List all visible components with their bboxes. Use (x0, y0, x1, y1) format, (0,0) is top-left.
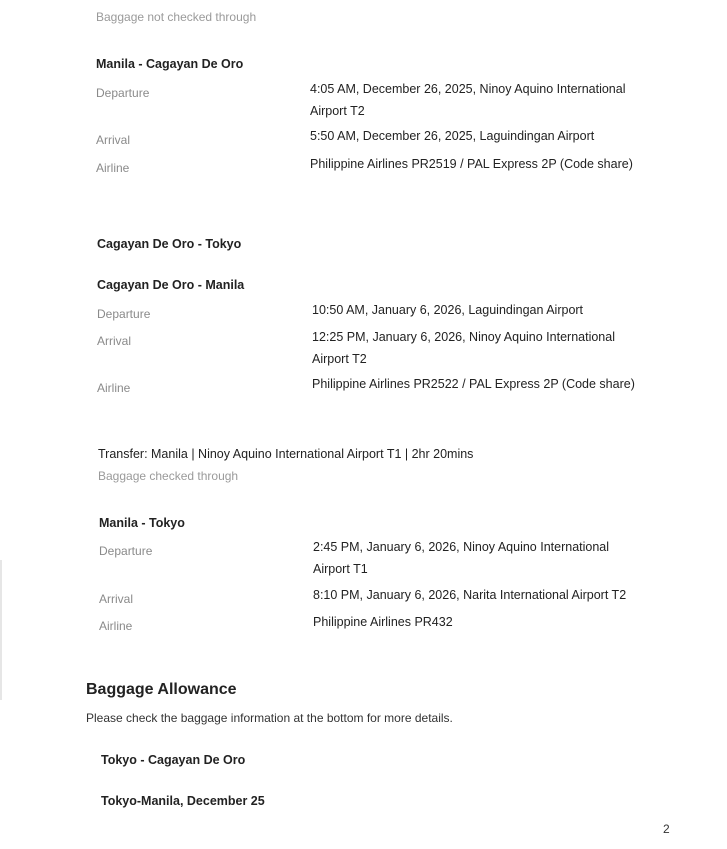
transfer-info: Transfer: Manila | Ninoy Aquino International Airport T1 | 2hr 20mins (98, 447, 474, 461)
arrival-value: 8:10 PM, January 6, 2026, Narita International Airport T2 (313, 588, 627, 602)
segment-title: Manila - Tokyo (99, 516, 185, 530)
airline-label: Airline (99, 619, 133, 633)
arrival-label: Arrival (97, 334, 132, 348)
departure-value: 10:50 AM, January 6, 2026, Laguindingan Airport (312, 303, 584, 317)
arrival-label: Arrival (96, 133, 131, 147)
airline-value: Philippine Airlines PR2522 / PAL Express 2P (Code share) (312, 377, 635, 391)
arrival-value: 12:25 PM, January 6, 2026, Ninoy Aquino International Airport T2 (312, 330, 615, 366)
arrival-label: Arrival (99, 592, 134, 606)
page-number: 2 (663, 822, 670, 836)
baggage-route-title: Tokyo - Cagayan De Oro (101, 753, 246, 767)
airline-label: Airline (97, 381, 131, 395)
baggage-checked-note: Baggage checked through (98, 469, 239, 483)
segment-title: Cagayan De Oro - Manila (97, 278, 245, 292)
baggage-allowance-heading: Baggage Allowance (86, 681, 237, 698)
baggage-allowance-note: Please check the baggage information at the bottom for more details. (86, 711, 453, 725)
segment-title: Manila - Cagayan De Oro (96, 57, 244, 71)
airline-value: Philippine Airlines PR432 (313, 615, 453, 629)
baggage-leg-title: Tokyo-Manila, December 25 (101, 794, 265, 808)
trip-title: Cagayan De Oro - Tokyo (97, 237, 242, 251)
airline-label: Airline (96, 161, 130, 175)
departure-label: Departure (97, 307, 151, 321)
departure-value: 2:45 PM, January 6, 2026, Ninoy Aquino International Airport T1 (313, 540, 610, 576)
airline-value: Philippine Airlines PR2519 / PAL Express 2P (Code share) (310, 157, 633, 171)
departure-value: 4:05 AM, December 26, 2025, Ninoy Aquino International Airport T2 (310, 82, 626, 118)
arrival-value: 5:50 AM, December 26, 2025, Laguindingan Airport (310, 129, 595, 143)
departure-label: Departure (96, 86, 150, 100)
departure-label: Departure (99, 544, 153, 558)
baggage-not-checked-note: Baggage not checked through (96, 10, 257, 24)
scan-edge (0, 560, 2, 700)
